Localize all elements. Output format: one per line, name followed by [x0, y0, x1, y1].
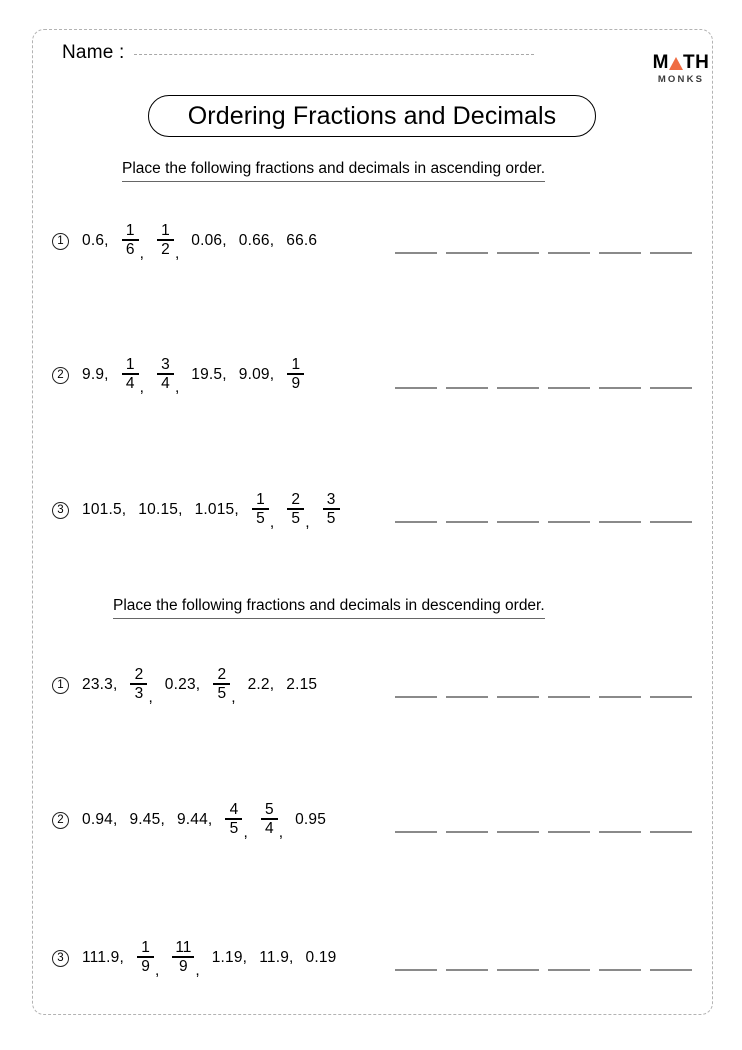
separator-comma: ,	[139, 379, 144, 397]
fraction-denominator: 9	[141, 957, 150, 975]
decimal-term	[248, 676, 275, 694]
answer-blank[interactable]	[599, 521, 641, 523]
answer-blank[interactable]	[446, 387, 488, 389]
separator-comma: ,	[305, 514, 310, 532]
fraction-term	[136, 938, 160, 980]
fraction-denominator: 5	[326, 509, 336, 527]
fraction-numerator: 2	[217, 665, 227, 683]
answer-blank[interactable]	[446, 831, 488, 833]
triangle-icon	[669, 57, 683, 70]
answer-blank[interactable]	[548, 521, 590, 523]
fraction-numerator: 1	[161, 221, 170, 239]
problem-descending-2	[52, 792, 702, 848]
problem-number: 1	[52, 677, 69, 694]
decimal-value: 11.9,	[259, 949, 294, 966]
separator-comma: ,	[243, 824, 248, 842]
decimal-term	[191, 232, 226, 250]
logo-letters-th: TH	[683, 51, 710, 73]
problem-descending-1	[52, 657, 702, 713]
problem-terms	[52, 482, 345, 538]
answer-blank[interactable]	[599, 696, 641, 698]
fraction-term	[156, 355, 180, 397]
fraction-denominator: 4	[125, 374, 135, 392]
separator-comma: ,	[231, 689, 236, 707]
fraction-denominator: 4	[161, 374, 170, 392]
fraction-numerator: 1	[291, 355, 301, 373]
logo-wordmark	[645, 52, 717, 72]
answer-blank[interactable]	[497, 696, 539, 698]
fraction	[213, 667, 230, 702]
answer-blanks-ascending-1	[395, 252, 692, 254]
fraction-term	[129, 665, 153, 707]
decimal-value: 9.09,	[238, 366, 275, 383]
decimal-value: 10.15,	[138, 501, 183, 518]
fraction-term	[171, 938, 200, 980]
answer-blank[interactable]	[599, 969, 641, 971]
separator-comma: ,	[269, 514, 275, 532]
fraction-term	[121, 221, 144, 263]
answer-blank[interactable]	[446, 969, 488, 971]
answer-blank[interactable]	[548, 387, 590, 389]
answer-blank[interactable]	[650, 696, 692, 698]
decimal-term	[286, 676, 317, 694]
fraction-denominator: 9	[179, 957, 188, 975]
answer-blanks-ascending-3	[395, 521, 692, 523]
fraction-denominator: 5	[229, 819, 239, 837]
decimal-value: 1.19,	[211, 949, 248, 966]
fraction	[252, 492, 269, 527]
name-input-line[interactable]	[134, 53, 534, 55]
decimal-value: 23.3,	[82, 676, 118, 693]
fraction-term	[156, 221, 180, 263]
worksheet-title-box	[148, 95, 596, 137]
fraction	[225, 802, 242, 837]
answer-blank[interactable]	[650, 521, 692, 523]
decimal-value: 101.5,	[82, 501, 127, 518]
decimal-value: 9.44,	[176, 811, 213, 828]
answer-blank[interactable]	[599, 831, 641, 833]
decimal-term	[195, 501, 239, 519]
decimal-term	[82, 676, 117, 694]
instruction-ascending: Place the following fractions and decimals in ascending order.	[122, 160, 545, 182]
decimal-value: 19.5,	[191, 366, 227, 383]
name-label: Name :	[62, 42, 125, 63]
answer-blank[interactable]	[599, 387, 641, 389]
fraction-numerator: 2	[134, 665, 144, 683]
fraction-denominator: 5	[256, 509, 265, 527]
decimal-term	[165, 676, 200, 694]
answer-blank[interactable]	[497, 521, 539, 523]
problem-ascending-1	[52, 213, 702, 269]
separator-comma: ,	[139, 245, 144, 263]
worksheet-header	[0, 0, 742, 90]
answer-blank[interactable]	[497, 969, 539, 971]
page-title: Ordering Fractions and Decimals	[187, 101, 557, 130]
fraction-term	[251, 490, 275, 532]
answer-blank[interactable]	[650, 387, 692, 389]
decimal-value: 66.6	[286, 232, 318, 249]
separator-comma: ,	[195, 962, 200, 980]
fraction	[287, 492, 304, 527]
answer-blank[interactable]	[548, 831, 590, 833]
decimal-value: 111.9,	[82, 949, 124, 966]
fraction-numerator: 1	[125, 221, 135, 239]
answer-blanks-descending-3	[395, 969, 692, 971]
answer-blank[interactable]	[497, 387, 539, 389]
decimal-value: 0.66,	[238, 232, 275, 249]
problem-number: 1	[52, 233, 69, 250]
fraction-term	[260, 800, 284, 842]
answer-blank[interactable]	[395, 831, 437, 833]
decimal-term	[306, 949, 337, 967]
problem-number: 2	[52, 367, 69, 384]
decimal-term	[82, 949, 124, 967]
decimal-term	[82, 366, 109, 384]
separator-comma: ,	[174, 245, 180, 263]
answer-blank[interactable]	[548, 252, 590, 254]
decimal-value: 9.45,	[129, 811, 165, 828]
fraction-denominator: 5	[217, 684, 227, 702]
answer-blank[interactable]	[650, 969, 692, 971]
decimal-term	[239, 232, 274, 250]
problem-ascending-3	[52, 482, 702, 538]
separator-comma: ,	[278, 824, 284, 842]
separator-comma: ,	[174, 379, 180, 397]
decimal-value: 9.9,	[82, 366, 109, 383]
fraction-term	[286, 490, 310, 532]
fraction-term	[224, 800, 248, 842]
problem-terms	[52, 792, 330, 848]
fraction	[122, 223, 139, 258]
fraction-denominator: 9	[291, 374, 301, 392]
decimal-term	[295, 811, 326, 829]
math-monks-logo	[645, 52, 717, 85]
answer-blank[interactable]	[395, 387, 437, 389]
answer-blank[interactable]	[497, 252, 539, 254]
decimal-value: 2.2,	[247, 676, 275, 693]
decimal-value: 0.94,	[82, 811, 118, 828]
fraction	[157, 357, 174, 392]
separator-comma: ,	[155, 962, 160, 980]
answer-blanks-ascending-2	[395, 387, 692, 389]
decimal-term	[82, 501, 126, 519]
fraction	[122, 357, 139, 392]
fraction-numerator: 3	[161, 355, 170, 373]
separator-comma: ,	[148, 689, 153, 707]
fraction	[323, 492, 340, 527]
answer-blank[interactable]	[548, 969, 590, 971]
decimal-value: 2.15	[286, 676, 318, 693]
fraction-numerator: 2	[291, 490, 301, 508]
answer-blank[interactable]	[497, 831, 539, 833]
fraction	[287, 357, 304, 392]
answer-blank[interactable]	[650, 252, 692, 254]
answer-blank[interactable]	[395, 969, 437, 971]
fraction	[137, 940, 154, 975]
problem-number: 2	[52, 812, 69, 829]
answer-blank[interactable]	[548, 696, 590, 698]
decimal-term	[82, 232, 109, 250]
problem-ascending-2	[52, 347, 702, 403]
decimal-term	[239, 366, 274, 384]
fraction-denominator: 5	[291, 509, 301, 527]
fraction-term	[286, 355, 305, 393]
decimal-value: 1.015,	[194, 501, 239, 518]
decimal-value: 0.19	[305, 949, 337, 966]
logo-letter-m: M	[652, 51, 669, 73]
fraction-denominator: 4	[264, 819, 274, 837]
fraction	[130, 667, 147, 702]
answer-blank[interactable]	[446, 696, 488, 698]
problem-terms	[52, 347, 309, 403]
fraction-term	[322, 490, 341, 528]
fraction-denominator: 3	[134, 684, 144, 702]
decimal-term	[82, 811, 117, 829]
fraction-numerator: 4	[229, 800, 239, 818]
problem-number: 3	[52, 502, 69, 519]
fraction-numerator: 3	[326, 490, 336, 508]
problem-descending-3	[52, 930, 702, 986]
fraction-term	[121, 355, 144, 397]
fraction-numerator: 5	[264, 800, 274, 818]
fraction-numerator: 1	[125, 355, 135, 373]
answer-blank[interactable]	[446, 521, 488, 523]
fraction-numerator: 1	[256, 490, 265, 508]
logo-subtitle: MONKS	[657, 74, 705, 85]
fraction-denominator: 2	[161, 240, 170, 258]
answer-blank[interactable]	[599, 252, 641, 254]
fraction	[157, 223, 174, 258]
decimal-value: 0.23,	[164, 676, 201, 693]
answer-blank[interactable]	[395, 521, 437, 523]
problem-terms	[52, 657, 321, 713]
answer-blank[interactable]	[395, 696, 437, 698]
decimal-term	[191, 366, 226, 384]
fraction-term	[212, 665, 236, 707]
fraction	[261, 802, 278, 837]
decimal-value: 0.95	[295, 811, 327, 828]
fraction-numerator: 11	[175, 938, 192, 956]
answer-blanks-descending-1	[395, 696, 692, 698]
answer-blank[interactable]	[446, 252, 488, 254]
decimal-value: 0.6,	[82, 232, 109, 249]
answer-blank[interactable]	[395, 252, 437, 254]
problem-terms	[52, 213, 321, 269]
answer-blank[interactable]	[650, 831, 692, 833]
decimal-term	[286, 232, 317, 250]
name-field-row	[62, 42, 534, 64]
decimal-term	[212, 949, 247, 967]
fraction-denominator: 6	[125, 240, 135, 258]
decimal-term	[138, 501, 182, 519]
decimal-term	[129, 811, 164, 829]
fraction	[172, 940, 194, 975]
decimal-term	[259, 949, 293, 967]
fraction-numerator: 1	[141, 938, 150, 956]
decimal-value: 0.06,	[191, 232, 227, 249]
problem-number: 3	[52, 950, 69, 967]
problem-terms	[52, 930, 341, 986]
answer-blanks-descending-2	[395, 831, 692, 833]
decimal-term	[177, 811, 212, 829]
instruction-descending: Place the following fractions and decimals in descending order.	[113, 597, 545, 619]
